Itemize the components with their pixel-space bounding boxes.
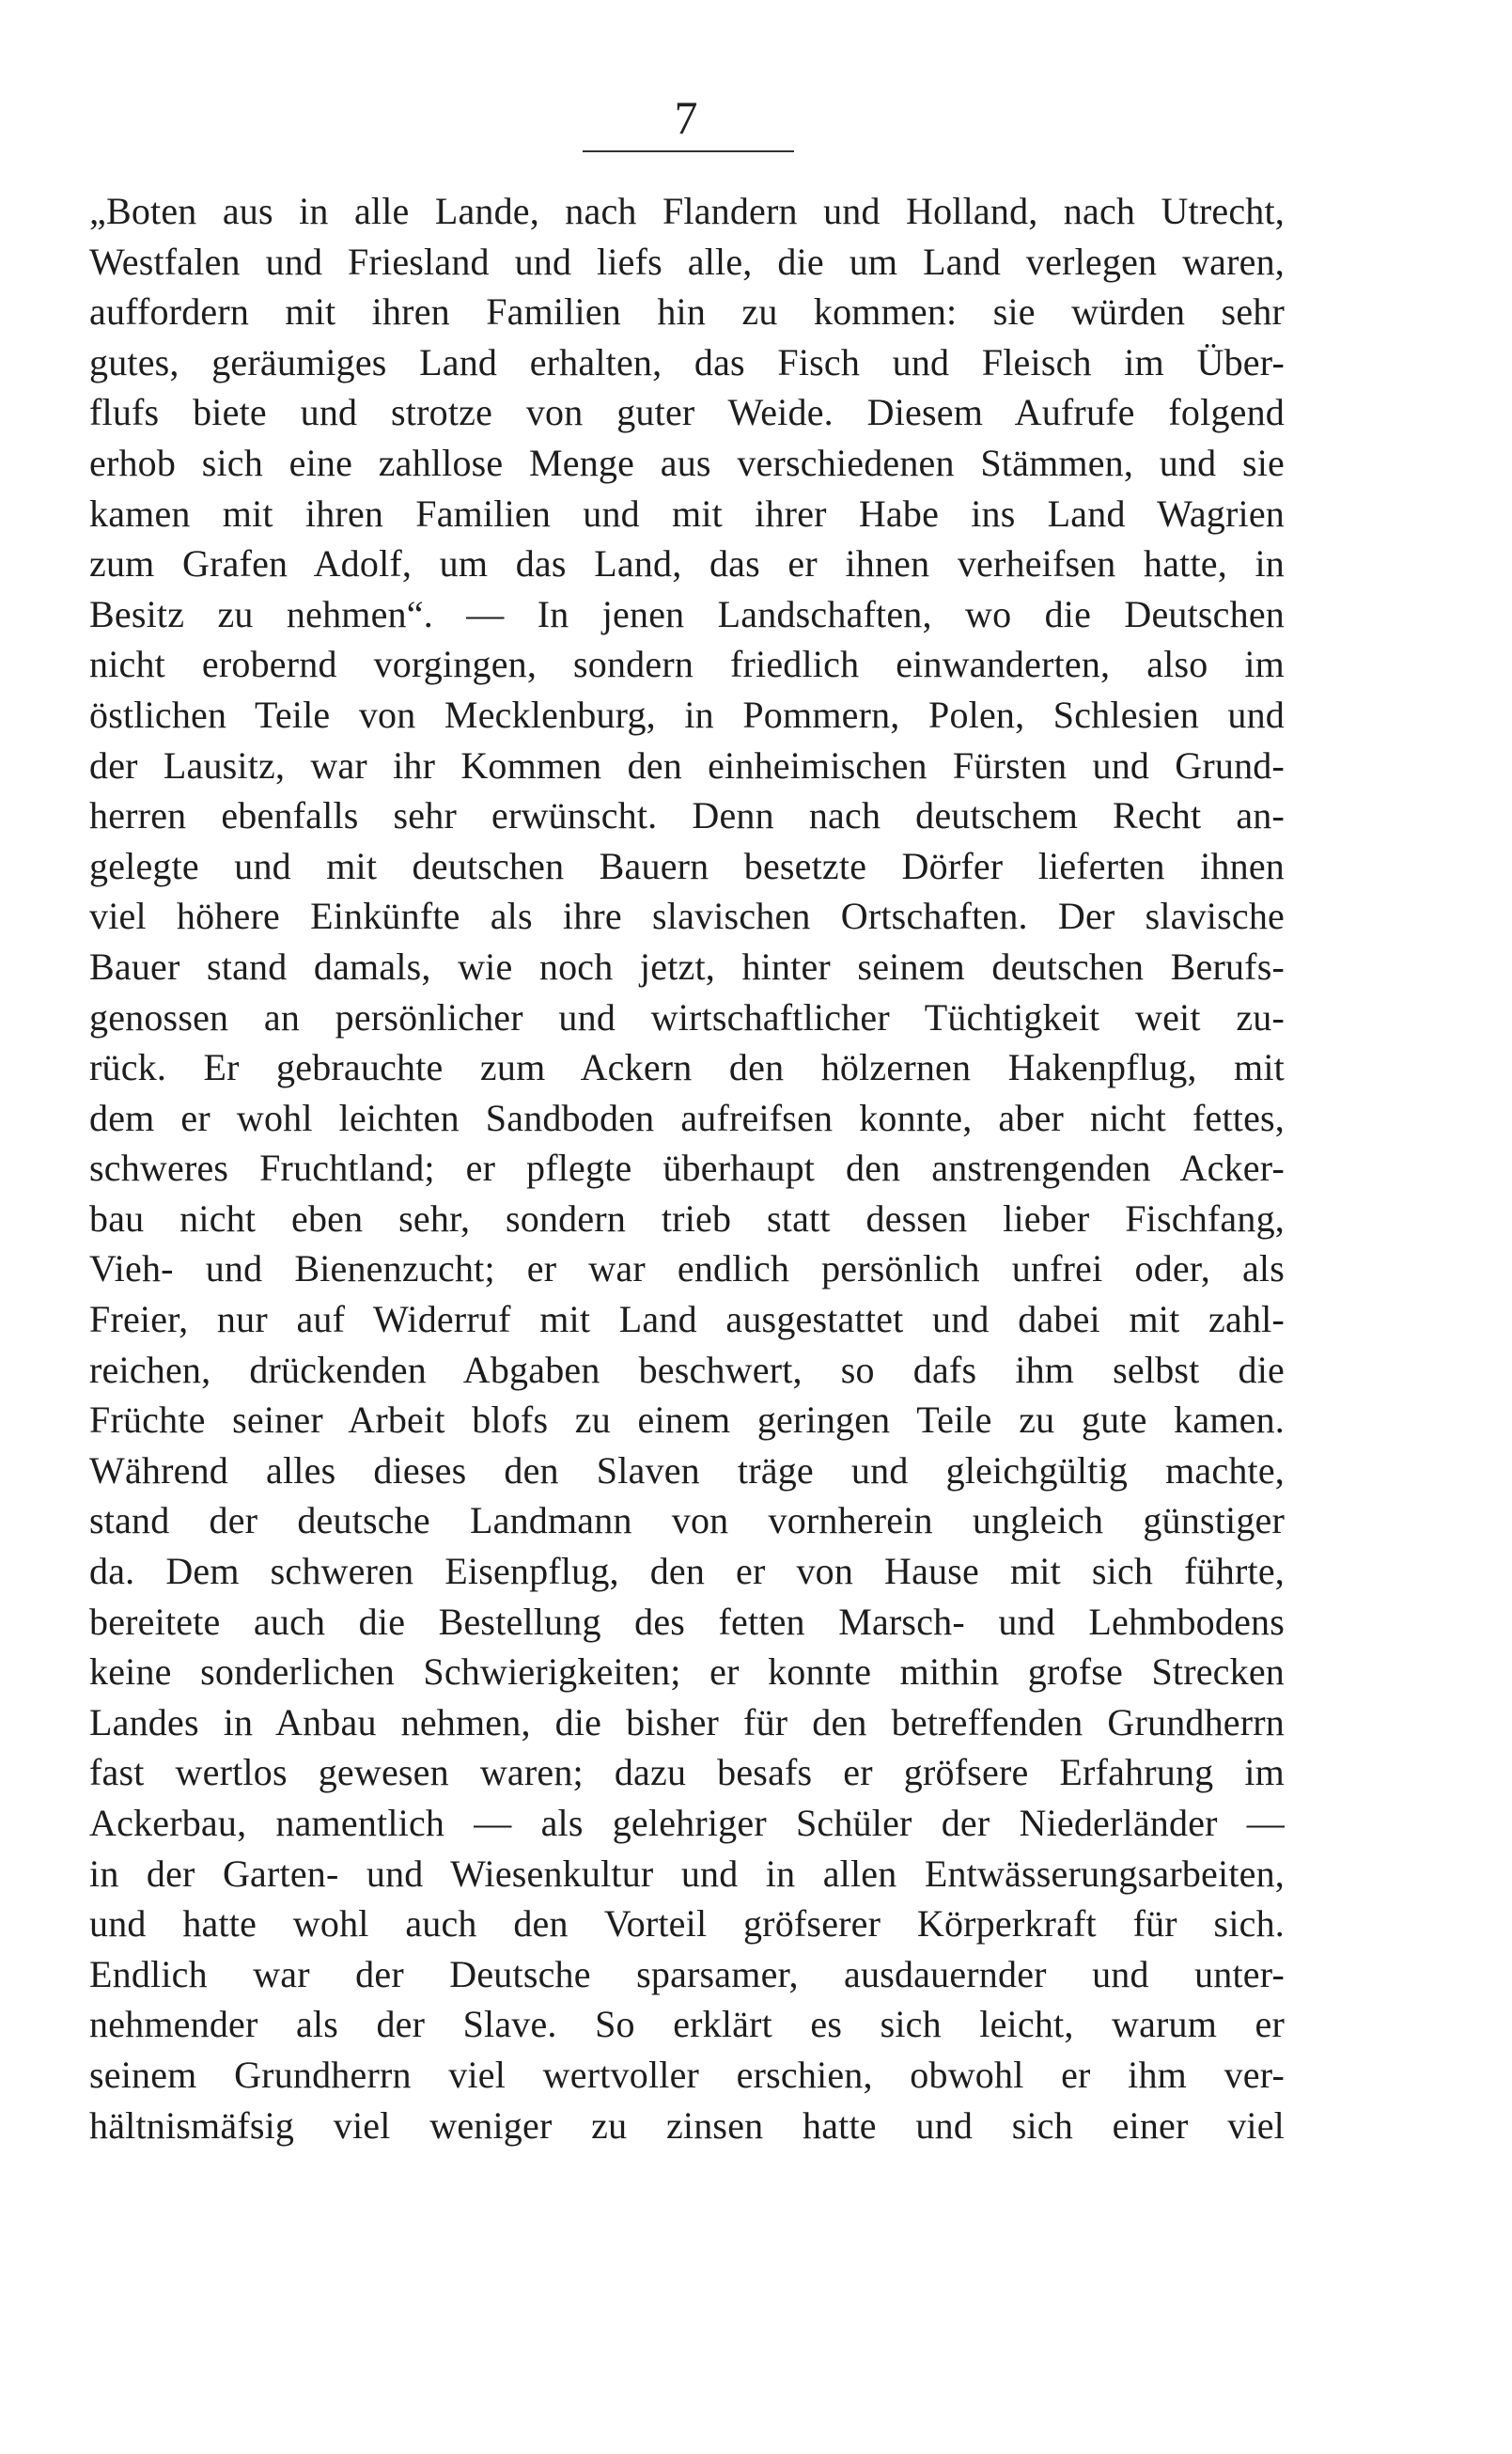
page-number: 7 (674, 91, 698, 144)
text-line: flufs biete und strotze von guter Weide. Diesem Aufrufe folgend (89, 391, 1285, 434)
text-line: herren ebenfalls sehr erwünscht. Denn nach deutschem Recht an- (89, 794, 1285, 837)
text-line: bau nicht eben sehr, sondern trieb statt dessen lieber Fischfang, (89, 1196, 1285, 1240)
text-line: Früchte seiner Arbeit blofs zu einem geringen Teile zu gute kamen. (89, 1399, 1285, 1442)
text-line: „Boten aus in alle Lande, nach Flandern und Holland, nach Utrecht, (89, 190, 1285, 232)
text-line: viel höhere Einkünfte als ihre slavischen Ortschaften. Der slavische (89, 895, 1285, 938)
text-line: seinem Grundherrn viel wertvoller erschien, obwohl er ihm ver- (89, 2053, 1285, 2096)
text-line: in der Garten- und Wiesenkultur und in allen Entwässerungsarbeiten, (89, 1852, 1285, 1895)
text-line: dem er wohl leichten Sandboden aufreifsen konnte, aber nicht fettes, (89, 1096, 1285, 1139)
text-line: Während alles dieses den Slaven träge und gleichgültig machte, (89, 1448, 1285, 1492)
text-line: Freier, nur auf Widerruf mit Land ausgestattet und dabei mit zahl- (89, 1298, 1285, 1341)
text-line: Vieh- und Bienenzucht; er war endlich persönlich unfrei oder, als (89, 1247, 1285, 1290)
body-text (89, 186, 1285, 2150)
text-line: der Lausitz, war ihr Kommen den einheimischen Fürsten und Grund- (89, 743, 1285, 787)
text-line: gutes, geräumiges Land erhalten, das Fisch und Fleisch im Über- (89, 340, 1285, 383)
text-line: keine sonderlichen Schwierigkeiten; er konnte mithin grofse Strecken (89, 1650, 1285, 1694)
text-line: und hatte wohl auch den Vorteil gröfserer Körperkraft für sich. (89, 1902, 1285, 1946)
text-line: Landes in Anbau nehmen, die bisher für den betreffenden Grundherrn (89, 1700, 1285, 1743)
text-line: schweres Fruchtland; er pflegte überhaupt den anstrengenden Acker- (89, 1147, 1285, 1190)
text-line: Bauer stand damals, wie noch jetzt, hinter seinem deutschen Berufs- (89, 945, 1285, 988)
text-line: zum Grafen Adolf, um das Land, das er ihnen verheifsen hatte, in (89, 542, 1285, 586)
page-number-rule (583, 150, 794, 152)
text-line: hältnismäfsig viel weniger zu zinsen hatte und sich einer viel (89, 2103, 1285, 2147)
text-line: fast wertlos gewesen waren; dazu besafs er gröfsere Erfahrung im (89, 1751, 1285, 1794)
text-line: stand der deutsche Landmann von vornherein ungleich günstiger (89, 1499, 1285, 1542)
text-line: da. Dem schweren Eisenpflug, den er von Hause mit sich führte, (89, 1550, 1285, 1593)
text-line: nehmender als der Slave. So erklärt es sich leicht, warum er (89, 2003, 1285, 2046)
text-line: bereitete auch die Bestellung des fetten Marsch- und Lehmbodens (89, 1600, 1285, 1643)
text-line: Westfalen und Friesland und liefs alle, die um Land verlegen waren, (89, 240, 1285, 283)
text-line: rück. Er gebrauchte zum Ackern den hölzernen Hakenpflug, mit (89, 1046, 1285, 1089)
text-line: kamen mit ihren Familien und mit ihrer Habe ins Land Wagrien (89, 492, 1285, 535)
text-line: genossen an persönlicher und wirtschaftlicher Tüchtigkeit weit zu- (89, 995, 1285, 1039)
text-line: Besitz zu nehmen“. — In jenen Landschaften, wo die Deutschen (89, 592, 1285, 635)
text-line: auffordern mit ihren Familien hin zu kommen: sie würden sehr (89, 290, 1285, 334)
text-line: gelegte und mit deutschen Bauern besetzte Dörfer lieferten ihnen (89, 844, 1285, 887)
text-line: Endlich war der Deutsche sparsamer, ausdauernder und unter- (89, 1952, 1285, 1995)
text-line: nicht erobernd vorgingen, sondern friedlich einwanderten, also im (89, 643, 1285, 686)
text-line: Ackerbau, namentlich — als gelehriger Schüler der Niederländer — (89, 1802, 1285, 1844)
text-line: erhob sich eine zahllose Menge aus verschiedenen Stämmen, und sie (89, 441, 1285, 484)
text-line: östlichen Teile von Mecklenburg, in Pommern, Polen, Schlesien und (89, 693, 1285, 736)
text-line: reichen, drückenden Abgaben beschwert, so dafs ihm selbst die (89, 1348, 1285, 1391)
